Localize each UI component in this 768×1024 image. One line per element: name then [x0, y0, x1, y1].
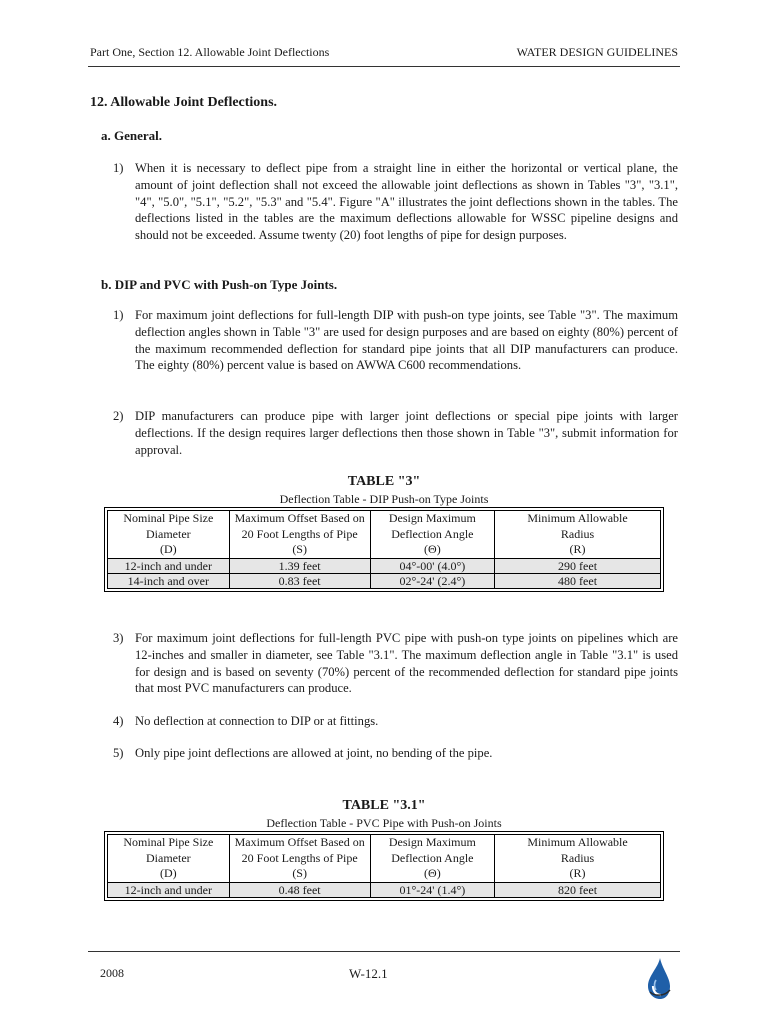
column-header-diameter: Nominal Pipe Size Diameter (D)	[108, 835, 230, 883]
paragraph-number: 4)	[113, 714, 124, 728]
paragraph-b1	[113, 307, 678, 374]
paragraph-text: For maximum joint deflections for full-length DIP with push-on type joints, see Table "3". The maximum deflection angles shown in Table "3" are used for design purposes and are based on eighty (80%) percent of the maximum recommended deflection for standard pipe joints that all DIP manufacturers can produce. The eighty (80%) percent value is based on AWWA C600 recommendations.	[135, 308, 678, 373]
table-header-row	[108, 511, 661, 559]
paragraph-text: When it is necessary to deflect pipe from a straight line in either the horizontal or vertical plane, the amount of joint deflection shall not exceed the allowable joint deflections as shown in Tables "3", "3.1", "4", "5.0", "5.1", "5.2", "5.3" and "5.4". Figure "A" illustrates the joint deflections shown in the tables. The deflections listed in the tables are the maximum deflections allowable for WSSC pipeline designs and should not be exceeded. Assume twenty (20) foot lengths of pipe for design purposes.	[135, 161, 678, 243]
table-row	[108, 573, 661, 588]
table-3-subtitle: Deflection Table - DIP Push-on Type Joints	[279, 492, 489, 506]
paragraph-number: 1)	[113, 308, 124, 322]
table-cell: 820 feet	[495, 882, 661, 897]
table-3	[104, 507, 664, 592]
table-header-row	[108, 835, 661, 883]
column-header-offset: Maximum Offset Based on 20 Foot Lengths of Pipe (S)	[229, 511, 370, 559]
column-header-radius: Minimum Allowable Radius (R)	[495, 835, 661, 883]
footer-rule	[88, 951, 680, 952]
column-header-radius: Minimum Allowable Radius (R)	[495, 511, 661, 559]
column-header-offset: Maximum Offset Based on 20 Foot Lengths of Pipe (S)	[229, 835, 370, 883]
table-3-1-title: TABLE "3.1"	[342, 798, 426, 813]
running-header-right: WATER DESIGN GUIDELINES	[516, 45, 678, 59]
table-cell: 1.39 feet	[229, 558, 370, 573]
paragraph-text: No deflection at connection to DIP or at fittings.	[135, 714, 379, 728]
table-cell: 12-inch and under	[108, 882, 230, 897]
table-row	[108, 882, 661, 897]
paragraph-text: For maximum joint deflections for full-length PVC pipe with push-on type joints on pipelines which are 12-inches and smaller in diameter, see Table "3.1". The maximum deflection angle in Table "3.1" is used for design and is based on seventy (70%) percent of the recommended deflection for standard pipe joints that most PVC manufacturers can produce.	[135, 631, 678, 696]
header-rule	[88, 66, 680, 67]
subsection-a-heading: a. General.	[101, 128, 163, 143]
footer-year: 2008	[100, 966, 124, 980]
page-number: W-12.1	[349, 966, 388, 981]
water-drop-logo-icon	[644, 956, 672, 1000]
subsection-b-heading: b. DIP and PVC with Push-on Type Joints.	[101, 277, 338, 292]
paragraph-number: 2)	[113, 409, 124, 423]
table-cell: 04°-00' (4.0°)	[370, 558, 494, 573]
paragraph-b3	[113, 630, 678, 697]
table-3-1-subtitle: Deflection Table - PVC Pipe with Push-on Joints	[266, 816, 502, 830]
paragraph-number: 5)	[113, 746, 124, 760]
table-cell: 480 feet	[495, 573, 661, 588]
paragraph-b4	[113, 713, 678, 730]
paragraph-b2	[113, 408, 678, 458]
paragraph-number: 1)	[113, 161, 124, 175]
paragraph-text: Only pipe joint deflections are allowed at joint, no bending of the pipe.	[135, 746, 493, 760]
table-cell: 02°-24' (2.4°)	[370, 573, 494, 588]
section-title: 12. Allowable Joint Deflections.	[90, 95, 278, 110]
table-cell: 12-inch and under	[108, 558, 230, 573]
table-cell: 0.48 feet	[229, 882, 370, 897]
table-cell: 14-inch and over	[108, 573, 230, 588]
paragraph-text: DIP manufacturers can produce pipe with larger joint deflections or special pipe joints with larger deflections. If the design requires larger deflections then those shown in Table "3", submit information for approval.	[135, 409, 678, 457]
table-cell: 01°-24' (1.4°)	[370, 882, 494, 897]
paragraph-a1	[113, 160, 678, 244]
table-row	[108, 558, 661, 573]
running-header-left: Part One, Section 12. Allowable Joint Deflections	[90, 45, 330, 59]
column-header-angle: Design Maximum Deflection Angle (Θ)	[370, 835, 494, 883]
table-cell: 0.83 feet	[229, 573, 370, 588]
table-3-1	[104, 831, 664, 901]
paragraph-b5	[113, 745, 678, 762]
column-header-diameter: Nominal Pipe Size Diameter (D)	[108, 511, 230, 559]
table-3-title: TABLE "3"	[347, 474, 421, 489]
column-header-angle: Design Maximum Deflection Angle (Θ)	[370, 511, 494, 559]
paragraph-number: 3)	[113, 631, 124, 645]
table-cell: 290 feet	[495, 558, 661, 573]
